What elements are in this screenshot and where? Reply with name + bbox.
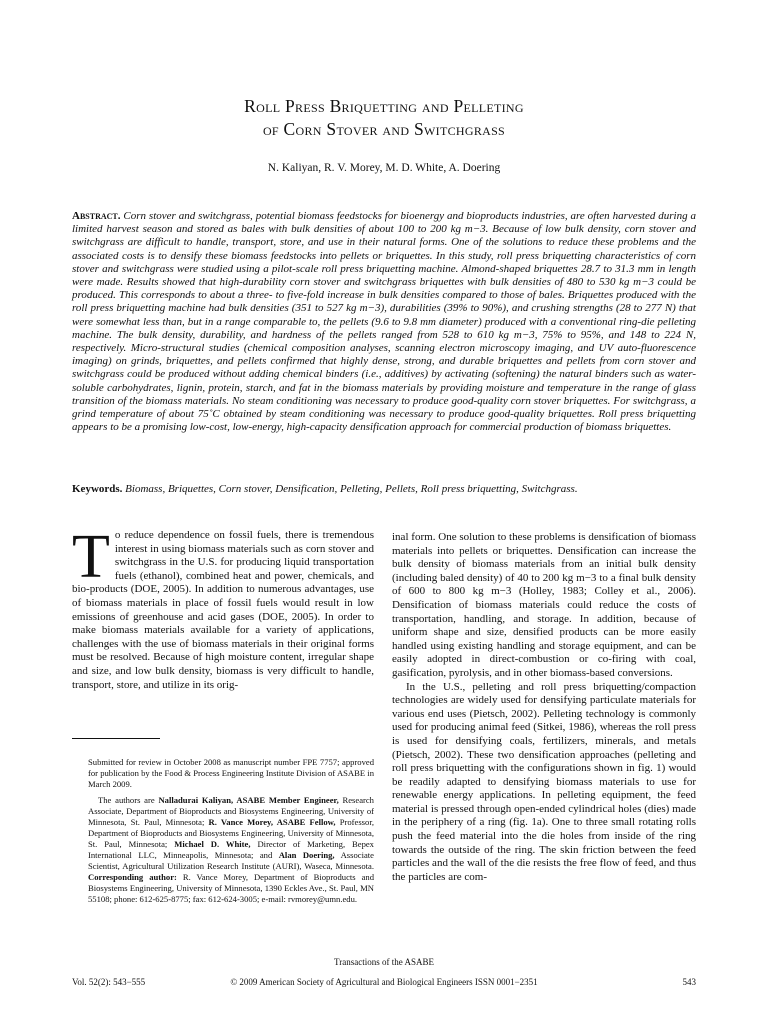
intro-paragraph: o reduce dependence on fossil fuels, there is tremendous interest in using biomass materials such as corn stover and switchgrass in the U.S. for producing liquid transportation fuels (ethanol), combined heat and power, chemicals, and bio-products (DOE, 2005). In addition to numerous advantages, use of biomass materials in place of fossil fuels would result in low emissions of greenhouse and acid gases (DOE, 2005). In order to make biomass materials available for a variety of applications, challenges with the use of biomass materials in their original forms must be resolved. Because of high moisture content, irregular shape and size, and low bulk density, biomass is very difficult to handle, transport, store, and utilize in its orig- [72,529,374,691]
volume-info: Vol. 52(2): 543−555 [72,977,146,987]
author-3-affiliation: Director of Marketing, Bepex International LLC, Minneapolis, Minnesota; and [88,839,374,860]
journal-name: Transactions of the ASABE [334,957,434,967]
page-number: 543 [682,977,696,987]
body-paragraph-1: inal form. One solution to these problems is densification of biomass materials into pellets or briquettes. Densification can increase the bulk density of biomass materials from an initial bulk density (including baled density) of 40 to 200 kg m−3 to a final bulk density of 600 to 800 kg m−3 (Holley, 1983; Colley et al., 2006). Densification of biomass materials could reduce the costs of transportation, handling, and storage. In addition, because of uniform shape and size, densified products can be more easily handled using existing handling and storage equipment, and can be easily adopted in direct-combustion or co-firing with coal, gasification, pyrolysis, and in other biomass-based conversions. [392,531,696,679]
author-list: N. Kaliyan, R. V. Morey, M. D. White, A. Doering [267,162,501,174]
author-1-name: Nalladurai Kaliyan, ASABE Member Engineer, [158,795,339,805]
abstract-text: Corn stover and switchgrass, potential biomass feedstocks for bioenergy and bioproducts industries, are often harvested during a limited harvest season and stored as bales with bulk densities of about 100 to 200 kg m−3. Because of low bulk density, corn stover and switchgrass are difficult to handle, transport, store, and use in their natural forms. One of the solutions to reduce these problems and the associated costs is to densify these biomass feedstocks into pellets or briquettes. In this study, roll press briquetting characteristics of corn stover and switchgrass were studied using a pilot-scale roll press briquetting machine. Almond-shaped briquettes 28.7 to 31.3 mm in length were made. Results showed that high-durability corn stover and switchgrass briquettes with bulk densities of 480 to 530 kg m−3 could be produced. This corresponds to about a three- to five-fold increase in bulk densities compared to those of bales. Briquettes produced with the roll press briquetting machine had bulk densities (351 to 527 kg m−3), durabilities (39% to 90%), and crushing strengths (28 to 277 N) that were somewhat less than, but in a range comparable to, the pellets (9.6 to 9.8 mm diameter) produced with a conventional ring-die pelleting machine. The bulk density, durability, and hardness of the pellets ranged from 528 to 610 kg m−3, 75% to 95%, and 148 to 224 N, respectively. Micro-structural studies (chemical composition analyses, scanning electron microscopy imaging, and UV auto-fluorescence imaging) on grinds, briquettes, and pellets confirmed that highly dense, strong, and durable briquettes and pellets from corn stover and switchgrass could be produced without adding chemical binders (i.e., additives) by activating (softening) the natural binders such as water-soluble carbohydrates, lignin, protein, starch, and fat in the biomass materials by providing moisture and temperature in the range of glass transition of the biomass materials. No steam conditioning was necessary to produce good-quality corn stover briquettes. For switchgrass, a grind temperature of about 75˚C obtained by steam conditioning was necessary to produce good-quality briquettes. Roll press briquetting appears to be a promising low-cost, low-energy, high-capacity densification approach for commercial production of biomass briquettes. [72,210,696,434]
author-3-name: Michael D. White, [174,839,251,849]
title-line-1: Roll Press Briquetting and Pelleting [244,96,524,116]
copyright-notice: © 2009 American Society of Agricultural and Biological Engineers ISSN 0001−2351 [230,977,538,987]
footnote-authors [88,795,374,905]
footnote-authors-intro: The authors are [98,795,155,805]
abstract [72,210,696,434]
footnote-divider [72,738,160,739]
author-4-affiliation: Associate Scientist, Agricultural Utilization Research Institute (AURI), Waseca, Minnesota. [88,850,374,871]
corresponding-author-text: R. Vance Morey, Department of Bioproducts and Biosystems Engineering, University of Minnesota, 1390 Eckles Ave., St. Paul, MN 55108; phone: 612-625-8775; fax: 612-624-3005; e-mail: rvmorey@umn.edu. [88,872,374,904]
keywords-label: Keywords. [72,483,123,495]
keywords-text: Biomass, Briquettes, Corn stover, Densification, Pelleting, Pellets, Roll press briquetting, Switchgrass. [125,483,578,495]
author-2-affiliation: Professor, Department of Bioproducts and Biosystems Engineering, University of Minnesota, St. Paul, Minnesota; [88,817,374,849]
author-2-name: R. Vance Morey, ASABE Fellow, [208,817,336,827]
drop-cap: T [72,523,110,591]
body-column-right [392,531,696,884]
abstract-label: Abstract. [72,210,121,222]
body-paragraph-2: In the U.S., pelleting and roll press briquetting/compaction technologies are widely used for densifying particulate materials for various end uses (Pietsch, 2002). Pelleting technology is commonly used for producing animal feed (Sitkei, 1986), whereas the roll press is used for densifying coals, fertilizers, minerals, and metals (Pietsch, 2002). These two densification approaches (pelleting and roll press briquetting with the configurations shown in fig. 1) would be readily adapted to densifying biomass materials to use for renewable energy applications. In pelleting equipment, the feed material is pressed through open-ended cylindrical holes (dies) made in the periphery of a ring (fig. 1a). One to three small rotating rolls push the feed material into the die holes from inside of the ring towards the outside of the ring. The skin friction between the feed particles and the wall of the die resists the free flow of feed, and thus the particles are com- [392,680,696,883]
author-4-name: Alan Doering, [278,850,335,860]
paper-title [0,95,768,141]
corresponding-author-label: Corresponding author: [88,872,177,882]
title-line-2: of Corn Stover and Switchgrass [262,119,506,139]
body-column-left [72,523,374,692]
footnote-submitted: Submitted for review in October 2008 as manuscript number FPE 7757; approved for publication by the Food & Process Engineering Institute Division of ASABE in March 2009. [88,757,374,789]
author-1-affiliation: Research Associate, Department of Bioproducts and Biosystems Engineering, University of Minnesota, St. Paul, Minnesota; [88,795,374,827]
keywords [72,483,696,496]
